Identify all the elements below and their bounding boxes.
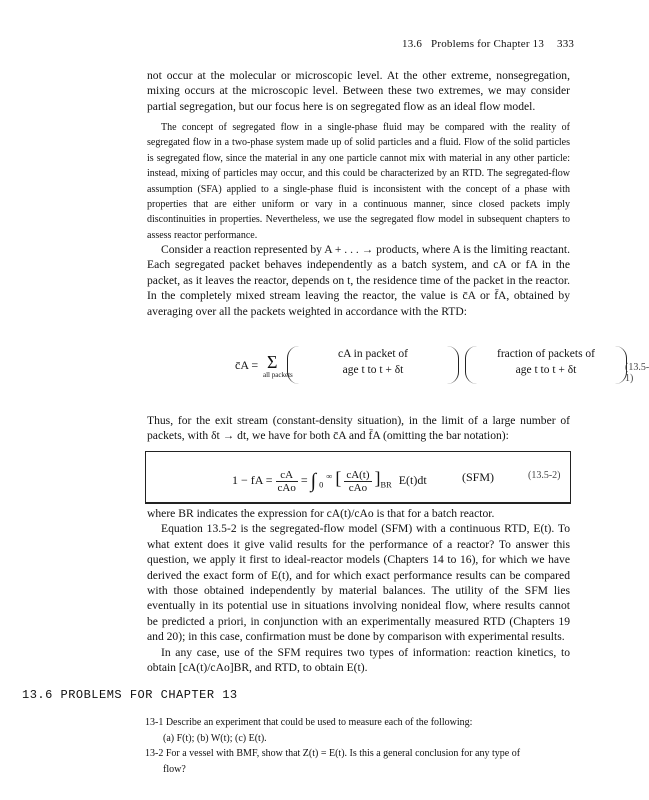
paragraph-5b-text: Equation 13.5-2 is the segregated-flow model (SFM) with a continuous RTD, E(t). To what extent does it give valid results for the performance of a reactor? To answer this question, we apply it first to ideal-reactor models (Chapters 14 to 16), for which we have derived the exact form of E(t), and for which exact performance results can be compared with those obtained independently by material balances. The utility of the SFM lies eventually in its potential use in situations involving nonideal flow, where results cannot be predicted a priori, in conjunction with an experimentally measured RTD (Chapters 19 and 20); in this case, confirmation must be done by comparison with experimental results. bbox=[147, 522, 570, 644]
paragraph-2-text: The concept of segregated flow in a single-phase fluid may be compared with the reality of segregated flow in a two-phase system made up of solid particles and a fluid. Flow of the solid particles is segregated flow, since the material in any one particle cannot mix with material in any other particle: instead, mixing of particles may occur, and this could be characterized by an RTD. The segregated-flow assumption (SFA) applied to a single-phase fluid is inconsistent with the concept of a phase with properties that are either uniform or vary in a continuous manner, since closed packets imply discontinuities in properties. Nevertheless, we use the segregated flow model in subsequent chapters to assess reactor performance. bbox=[147, 122, 570, 241]
integral-upper-limit: ∞ bbox=[326, 472, 333, 481]
paragraph-3 bbox=[147, 242, 570, 319]
eq2-bracket-subscript: BR bbox=[380, 480, 392, 490]
summation-subscript: all packets bbox=[263, 371, 293, 379]
equation-number-13-5-1: (13.5-1) bbox=[625, 362, 649, 384]
paragraph-6-text: In any case, use of the SFM requires two types of information: reaction kinetics, to obtain [cA(t)/cAo]BR, and RTD, to obtain E(t). bbox=[147, 645, 570, 675]
eq1-lhs: c̄A = bbox=[235, 358, 259, 372]
eq1-second-factor bbox=[465, 346, 627, 384]
problem-13-1-line2: (a) F(t); (b) W(t); (c) E(t). bbox=[163, 732, 267, 744]
paragraph-4 bbox=[147, 413, 570, 444]
paragraph-3-text: Consider a reaction represented by A + . . . → products, where A is the limiting reactant. Each segregated packet behaves independently as a batch system, and cA or fA in the packet, as it leaves the reactor, depends on t, the residence time of the packet in the reactor. In the completely mixed stream leaving the reactor, the value is c̄A or f̄A, obtained by averaging over all the packets weighted in accordance with the RTD: bbox=[147, 243, 570, 318]
header-section-number: 13.6 bbox=[402, 38, 423, 50]
problem-13-2-line1: 13-2 For a vessel with BMF, show that Z(t) = E(t). Is this a general conclusion for any type of bbox=[145, 748, 521, 759]
equation-number-13-5-2: (13.5-2) bbox=[528, 470, 561, 481]
paragraph-5a-text: where BR indicates the expression for cA(t)/cAo is that for a batch reactor. bbox=[147, 507, 495, 520]
eq2-frac1-numerator: cA bbox=[276, 469, 298, 482]
problem-13-2 bbox=[145, 746, 575, 777]
problem-13-1-line1: 13-1 Describe an experiment that could be used to measure each of the following: bbox=[145, 717, 473, 728]
eq1-first-factor-line2: age t to t + δt bbox=[342, 364, 404, 376]
eq2-frac2-numerator: cA(t) bbox=[346, 468, 370, 481]
paragraph-1 bbox=[147, 68, 570, 114]
paragraph-5 bbox=[147, 506, 570, 675]
section-heading: 13.6 PROBLEMS FOR CHAPTER 13 bbox=[22, 688, 238, 702]
equation-13-5-1 bbox=[147, 344, 649, 400]
eq1-second-factor-line1: fraction of packets of bbox=[496, 348, 596, 360]
equation-13-5-2: 1 − fA = $\frac{cA}{\text{cAo}}$ = ∫ $_0$ ∞ [ $\frac{cA(t)}{\text{cAo}}$ ]$_{BR}$ E(t)dt bbox=[232, 468, 427, 494]
paragraph-1-text: not occur at the molecular or microscopic level. At the other extreme, nonsegregation, mixing occurs at the microscopic level. Between these two extremes, we may consider partial segregation, but our focus here is on segregated flow as an ideal flow model. bbox=[147, 69, 570, 113]
header-title: Problems for Chapter 13 bbox=[431, 38, 545, 50]
eq2-label: (SFM) bbox=[462, 470, 495, 484]
eq2-frac2-denominator: cAo bbox=[348, 481, 368, 494]
problem-13-1 bbox=[145, 715, 575, 746]
eq2-tail: E(t)dt bbox=[398, 473, 427, 487]
summation-symbol: Σ bbox=[267, 352, 278, 372]
equation-13-5-2-box bbox=[145, 451, 571, 504]
eq2-lhs: 1 − fA = bbox=[232, 473, 273, 487]
integral-lower-limit: 0 bbox=[319, 480, 324, 490]
eq1-first-factor bbox=[287, 346, 459, 384]
eq1-first-factor-line1: cA in packet of bbox=[338, 348, 408, 360]
problem-list bbox=[145, 715, 575, 777]
problem-13-2-line2: flow? bbox=[163, 763, 186, 775]
eq2-fraction-2 bbox=[344, 469, 371, 494]
eq1-second-factor-line2: age t to t + δt bbox=[515, 364, 577, 376]
integral-symbol: ∫ bbox=[310, 469, 317, 492]
page-number: 333 bbox=[557, 38, 575, 50]
paragraph-4-text: Thus, for the exit stream (constant-density situation), in the limit of a large number of packets, with δt → dt, we have for both c̄A and f̄A (omitting the bar notation): bbox=[147, 414, 570, 443]
paragraph-2 bbox=[147, 120, 570, 243]
eq2-equals: = bbox=[300, 473, 308, 487]
eq2-frac1-denominator: cAo bbox=[277, 481, 296, 494]
running-header bbox=[396, 38, 574, 50]
eq2-fraction-1 bbox=[276, 469, 298, 494]
